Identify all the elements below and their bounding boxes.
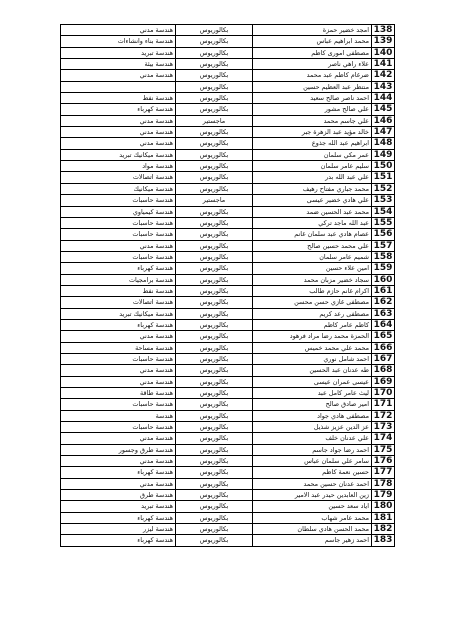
- table-row: [61, 127, 395, 138]
- department-cell: هندسة تبريد: [61, 47, 176, 58]
- person-name: عمر مكي سلمان: [253, 149, 372, 160]
- table-row: [61, 195, 395, 206]
- person-name: عز الدين عزيز شذيل: [253, 422, 372, 433]
- row-number: 140: [372, 47, 395, 58]
- table-row: [61, 433, 395, 444]
- table-row: [61, 467, 395, 478]
- person-name: زين العابدين حيدر عبد الامير: [253, 490, 372, 501]
- row-number: 148: [372, 138, 395, 149]
- row-number: 150: [372, 161, 395, 172]
- department-cell: هندسة ميكانيك تبريد: [61, 308, 176, 319]
- degree-cell: بكالوريوس: [176, 456, 253, 467]
- row-number: 171: [372, 399, 395, 410]
- degree-cell: بكالوريوس: [176, 127, 253, 138]
- person-name: محمد الحسن هادي سلطان: [253, 524, 372, 535]
- row-number: 177: [372, 467, 395, 478]
- department-cell: هندسة اتصالات: [61, 172, 176, 183]
- person-name: احمد عدنان حسين محمد: [253, 478, 372, 489]
- department-cell: هندسة ميكانيك تبريد: [61, 149, 176, 160]
- department-cell: هندسة مدني: [61, 25, 176, 36]
- row-number: 178: [372, 478, 395, 489]
- table-row: [61, 319, 395, 330]
- degree-cell: بكالوريوس: [176, 183, 253, 194]
- row-number: 139: [372, 36, 395, 47]
- person-name: احمد شامل نوري: [253, 353, 372, 364]
- degree-cell: بكالوريوس: [176, 172, 253, 183]
- department-cell: هندسة مدني: [61, 127, 176, 138]
- person-name: علي جاسم محمد: [253, 115, 372, 126]
- person-name: محمد جباري مفتاح رهيف: [253, 183, 372, 194]
- row-number: 160: [372, 274, 395, 285]
- table-row: [61, 81, 395, 92]
- person-name: احمد رضا جواد جاسم: [253, 444, 372, 455]
- department-cell: هندسة مدني: [61, 456, 176, 467]
- row-number: 152: [372, 183, 395, 194]
- degree-cell: بكالوريوس: [176, 274, 253, 285]
- department-cell: هندسة حاسبات: [61, 422, 176, 433]
- person-name: علي محمد حسين صالح: [253, 240, 372, 251]
- department-cell: هندسة مدني: [61, 376, 176, 387]
- person-name: علي صالح مشور: [253, 104, 372, 115]
- degree-cell: بكالوريوس: [176, 444, 253, 455]
- table-row: [61, 353, 395, 364]
- row-number: 141: [372, 59, 395, 70]
- department-cell: هندسة طرق وجسور: [61, 444, 176, 455]
- row-number: 154: [372, 206, 395, 217]
- table-row: [61, 410, 395, 421]
- person-name: سامر علي سلمان عباس: [253, 456, 372, 467]
- department-cell: هندسة مدني: [61, 70, 176, 81]
- row-number: 179: [372, 490, 395, 501]
- person-name: سليم عامر سلمان: [253, 161, 372, 172]
- row-number: 176: [372, 456, 395, 467]
- table-row: [61, 388, 395, 399]
- department-cell: هندسة مدني: [61, 478, 176, 489]
- department-cell: هندسة بيئة: [61, 59, 176, 70]
- row-number: 172: [372, 410, 395, 421]
- person-name: سجاد خضير مزبان محمد: [253, 274, 372, 285]
- degree-cell: بكالوريوس: [176, 229, 253, 240]
- person-name: اياد سعد حسين: [253, 501, 372, 512]
- department-cell: هندسة حاسبات: [61, 251, 176, 262]
- table-row: [61, 365, 395, 376]
- degree-cell: بكالوريوس: [176, 251, 253, 262]
- table-row: [61, 285, 395, 296]
- person-name: علي هادي خضير عيسى: [253, 195, 372, 206]
- person-name: مصطفى رعد كريم: [253, 308, 372, 319]
- degree-cell: بكالوريوس: [176, 93, 253, 104]
- department-cell: هندسة حاسبات: [61, 353, 176, 364]
- degree-cell: بكالوريوس: [176, 490, 253, 501]
- table-row: [61, 512, 395, 523]
- table-row: [61, 70, 395, 81]
- row-number: 168: [372, 365, 395, 376]
- person-name: امين علاء حسين: [253, 263, 372, 274]
- row-number: 174: [372, 433, 395, 444]
- table-row: [61, 240, 395, 251]
- person-name: محمد عامر شهاب: [253, 512, 372, 523]
- person-name: احمد زهير جاسم: [253, 535, 372, 546]
- row-number: 167: [372, 353, 395, 364]
- table-row: [61, 161, 395, 172]
- department-cell: هندسة طاقة: [61, 388, 176, 399]
- department-cell: هندسة مدني: [61, 115, 176, 126]
- table-row: [61, 59, 395, 70]
- row-number: 182: [372, 524, 395, 535]
- table-row: [61, 399, 395, 410]
- row-number: 183: [372, 535, 395, 546]
- degree-cell: بكالوريوس: [176, 433, 253, 444]
- person-name: كاظم عامر كاظم: [253, 319, 372, 330]
- degree-cell: بكالوريوس: [176, 512, 253, 523]
- person-name: علي عدنان خلف: [253, 433, 372, 444]
- person-name: مصطفى غازي حسن محسن: [253, 297, 372, 308]
- row-number: 157: [372, 240, 395, 251]
- person-name: طه عدنان عبد الحسين: [253, 365, 372, 376]
- person-name: ابراهيم عبد الله جذوع: [253, 138, 372, 149]
- person-name: عيسى عمران عيسى: [253, 376, 372, 387]
- table-row: [61, 444, 395, 455]
- degree-cell: ماجستير: [176, 115, 253, 126]
- person-name: ليث عامر كامل عبد: [253, 388, 372, 399]
- row-number: 153: [372, 195, 395, 206]
- table-row: [61, 331, 395, 342]
- table-row: [61, 25, 395, 36]
- department-cell: هندسة كهرباء: [61, 535, 176, 546]
- row-number: 180: [372, 501, 395, 512]
- department-cell: هندسة كهرباء: [61, 319, 176, 330]
- department-cell: هندسة حاسبات: [61, 399, 176, 410]
- degree-cell: بكالوريوس: [176, 81, 253, 92]
- degree-cell: بكالوريوس: [176, 206, 253, 217]
- degree-cell: بكالوريوس: [176, 217, 253, 228]
- table-row: [61, 183, 395, 194]
- department-cell: هندسة مواد: [61, 161, 176, 172]
- degree-cell: بكالوريوس: [176, 388, 253, 399]
- table-row: [61, 206, 395, 217]
- row-number: 164: [372, 319, 395, 330]
- degree-cell: بكالوريوس: [176, 104, 253, 115]
- degree-cell: بكالوريوس: [176, 161, 253, 172]
- row-number: 165: [372, 331, 395, 342]
- person-name: اكرام غانم حازم طالب: [253, 285, 372, 296]
- degree-cell: بكالوريوس: [176, 308, 253, 319]
- department-cell: هندسة ميكانيك: [61, 183, 176, 194]
- table-row: [61, 478, 395, 489]
- table-row: [61, 501, 395, 512]
- degree-cell: بكالوريوس: [176, 342, 253, 353]
- row-number: 151: [372, 172, 395, 183]
- person-name: شميم عامر سلمان: [253, 251, 372, 262]
- table-row: [61, 308, 395, 319]
- degree-cell: بكالوريوس: [176, 319, 253, 330]
- degree-cell: بكالوريوس: [176, 478, 253, 489]
- department-cell: هندسة حاسبات: [61, 217, 176, 228]
- degree-cell: بكالوريوس: [176, 365, 253, 376]
- table-row: [61, 422, 395, 433]
- degree-cell: بكالوريوس: [176, 535, 253, 546]
- row-number: 143: [372, 81, 395, 92]
- department-cell: هندسة مساحة: [61, 342, 176, 353]
- row-number: 161: [372, 285, 395, 296]
- department-cell: هندسة نفط: [61, 93, 176, 104]
- row-number: 156: [372, 229, 395, 240]
- degree-cell: بكالوريوس: [176, 59, 253, 70]
- row-number: 175: [372, 444, 395, 455]
- degree-cell: بكالوريوس: [176, 376, 253, 387]
- degree-cell: بكالوريوس: [176, 47, 253, 58]
- table-row: [61, 376, 395, 387]
- row-number: 138: [372, 25, 395, 36]
- department-cell: هندسة مدني: [61, 138, 176, 149]
- table-row: [61, 138, 395, 149]
- table-row: [61, 342, 395, 353]
- table-row: [61, 115, 395, 126]
- row-number: 146: [372, 115, 395, 126]
- degree-cell: بكالوريوس: [176, 331, 253, 342]
- department-cell: هندسة بناء وانشاءات: [61, 36, 176, 47]
- department-cell: هندسة كهرباء: [61, 512, 176, 523]
- department-cell: هندسة مدني: [61, 240, 176, 251]
- degree-cell: بكالوريوس: [176, 25, 253, 36]
- degree-cell: بكالوريوس: [176, 149, 253, 160]
- person-name: علي عبد الله بدر: [253, 172, 372, 183]
- degree-cell: بكالوريوس: [176, 501, 253, 512]
- row-number: 145: [372, 104, 395, 115]
- table-row: [61, 490, 395, 501]
- person-name: عصام هادي عبد سلمان غانم: [253, 229, 372, 240]
- table-row: [61, 251, 395, 262]
- person-name: امجد خضير حمزة: [253, 25, 372, 36]
- row-number: 181: [372, 512, 395, 523]
- degree-cell: بكالوريوس: [176, 36, 253, 47]
- employees-table-body: [61, 25, 395, 547]
- row-number: 163: [372, 308, 395, 319]
- department-cell: هندسة طرق: [61, 490, 176, 501]
- person-name: منتظر عبد العظيم حسين: [253, 81, 372, 92]
- row-number: 142: [372, 70, 395, 81]
- row-number: 166: [372, 342, 395, 353]
- degree-cell: بكالوريوس: [176, 70, 253, 81]
- row-number: 170: [372, 388, 395, 399]
- table-row: [61, 263, 395, 274]
- table-row: [61, 104, 395, 115]
- person-name: مصطفى امورى كاظم: [253, 47, 372, 58]
- table-row: [61, 36, 395, 47]
- department-cell: هندسة كهرباء: [61, 104, 176, 115]
- table-row: [61, 297, 395, 308]
- person-name: ضرغام كاظم عبد محمد: [253, 70, 372, 81]
- person-name: محمد علي محمد خميس: [253, 342, 372, 353]
- person-name: محمد عبد الحسين ضمد: [253, 206, 372, 217]
- row-number: 158: [372, 251, 395, 262]
- row-number: 162: [372, 297, 395, 308]
- degree-cell: ماجستير: [176, 195, 253, 206]
- row-number: 155: [372, 217, 395, 228]
- table-row: [61, 274, 395, 285]
- table-row: [61, 93, 395, 104]
- degree-cell: بكالوريوس: [176, 422, 253, 433]
- person-name: مصطفى هادي جواد: [253, 410, 372, 421]
- department-cell: هندسة نفط: [61, 285, 176, 296]
- department-cell: هندسة حاسبات: [61, 195, 176, 206]
- row-number: 159: [372, 263, 395, 274]
- department-cell: هندسة حاسبات: [61, 229, 176, 240]
- row-number: 173: [372, 422, 395, 433]
- table-row: [61, 229, 395, 240]
- row-number: 144: [372, 93, 395, 104]
- row-number: 147: [372, 127, 395, 138]
- department-cell: هندسة مدني: [61, 365, 176, 376]
- department-cell: هندسة برامجيات: [61, 274, 176, 285]
- degree-cell: بكالوريوس: [176, 285, 253, 296]
- department-cell: هندسة: [61, 410, 176, 421]
- person-name: حسين نعمة كاظم: [253, 467, 372, 478]
- department-cell: هندسة كهرباء: [61, 467, 176, 478]
- person-name: احمد ناصر صالح سعيد: [253, 93, 372, 104]
- department-cell: هندسة اتصالات: [61, 297, 176, 308]
- table-row: [61, 172, 395, 183]
- table-row: [61, 217, 395, 228]
- table-row: [61, 456, 395, 467]
- department-cell: هندسة كيمياوي: [61, 206, 176, 217]
- degree-cell: بكالوريوس: [176, 399, 253, 410]
- person-name: خالد مؤيد عبد الزهرة جبر: [253, 127, 372, 138]
- degree-cell: بكالوريوس: [176, 263, 253, 274]
- person-name: الحمزة محمد رضا مراد فرهود: [253, 331, 372, 342]
- row-number: 169: [372, 376, 395, 387]
- employees-table: [60, 24, 395, 547]
- table-row: [61, 47, 395, 58]
- person-name: محمد ابراهيم عباس: [253, 36, 372, 47]
- degree-cell: بكالوريوس: [176, 138, 253, 149]
- degree-cell: بكالوريوس: [176, 240, 253, 251]
- degree-cell: بكالوريوس: [176, 297, 253, 308]
- department-cell: هندسة ليزر: [61, 524, 176, 535]
- person-name: علاء راهي ناصر: [253, 59, 372, 70]
- degree-cell: بكالوريوس: [176, 410, 253, 421]
- person-name: امير صادق صالح: [253, 399, 372, 410]
- department-cell: هندسة مدني: [61, 433, 176, 444]
- table-row: [61, 524, 395, 535]
- table-row: [61, 535, 395, 546]
- department-cell: هندسة كهرباء: [61, 263, 176, 274]
- person-name: عبد الله ماجد تركي: [253, 217, 372, 228]
- degree-cell: بكالوريوس: [176, 524, 253, 535]
- row-number: 149: [372, 149, 395, 160]
- department-cell: هندسة مدني: [61, 331, 176, 342]
- table-row: [61, 149, 395, 160]
- degree-cell: بكالوريوس: [176, 353, 253, 364]
- degree-cell: بكالوريوس: [176, 467, 253, 478]
- department-cell: هندسة تبريد: [61, 501, 176, 512]
- department-cell: [61, 81, 176, 92]
